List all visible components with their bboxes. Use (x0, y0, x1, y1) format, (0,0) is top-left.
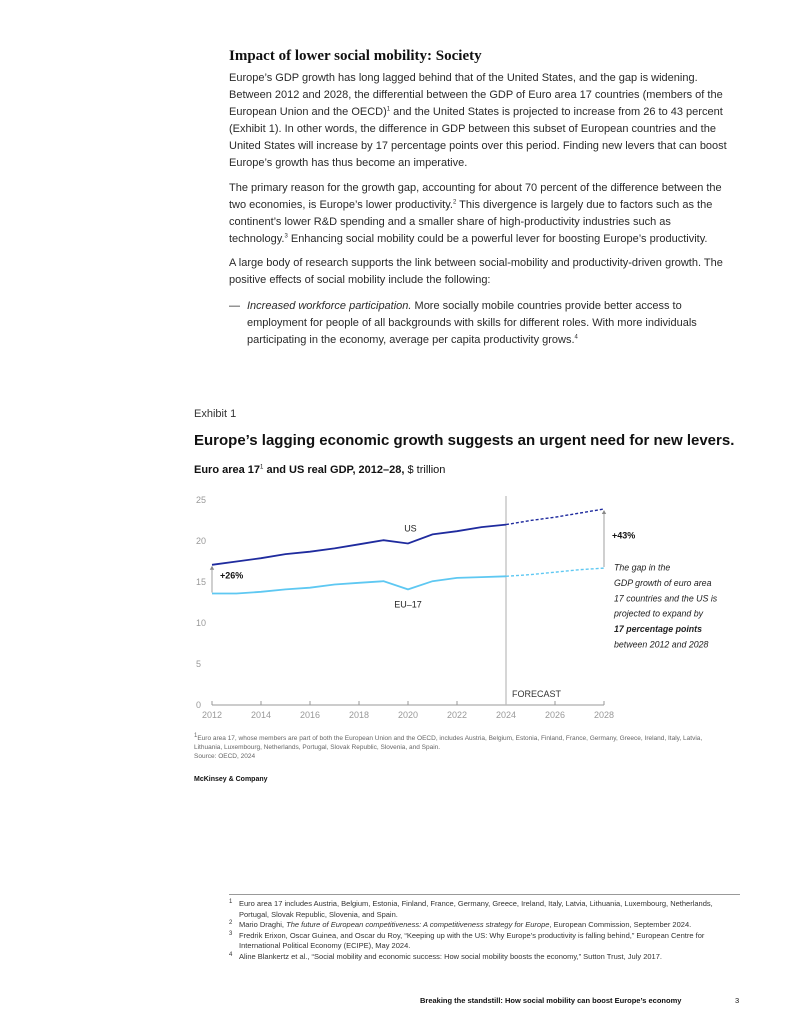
paragraph-1: Europe’s GDP growth has long lagged behind that of the United States, and the gap is widening. Between 2012 and 2028, the differential between the GDP of Euro area 17 countries (members of the European Union and the OECD)$^1$ and the United States is projected to increase from 26 to 43 percent (Exhibit 1). In other words, the difference in GDP between this subset of European countries and the United States will increase by 17 percentage points over this period. Finding new levers that can boost Europe’s growth has thus become an imperative. (229, 72, 727, 169)
chart-subtitle: Euro area $17^1$ and US real GDP, 2012–28, $ trillion (194, 464, 446, 476)
us-series-label: US (404, 523, 417, 534)
eu17-forecast-line (506, 568, 604, 576)
y-tick-label: 25 (196, 495, 207, 505)
section-title: Impact of lower social mobility: Society (229, 48, 482, 64)
gap-arrow-2028-head (602, 510, 606, 514)
exhibit-label: Exhibit 1 (194, 408, 237, 420)
eu17-series-line (212, 576, 506, 593)
x-tick-label: 2020 (397, 710, 419, 720)
gap-2012-label: +26% (220, 570, 244, 581)
x-tick-label: 2012 (201, 710, 223, 720)
x-tick-label: 2028 (593, 710, 615, 720)
page-number: 3 (735, 996, 740, 1005)
gap-2028-label: +43% (612, 530, 636, 541)
callout-line: projected to expand by (614, 608, 704, 619)
chart-source: Source: OECD, 2024 (194, 753, 256, 760)
paragraph-2: The primary reason for the growth gap, accounting for about 70 percent of the difference between the two economies, is Europe’s lower productivity.$^2$ This divergence is largely due to factors such as the continent’s lower R&D spending and a smaller share of high-productivity industries such as technology.$^3$ Enhancing social mobility could be a powerful lever for boosting Europe’s productivity. (229, 182, 722, 245)
footnote-ref-3[interactable]: 3 (284, 233, 288, 240)
footnote-ref-1[interactable]: 1 (386, 106, 391, 113)
y-tick-label: 5 (196, 659, 202, 669)
callout-line: between 2012 and 2028 (614, 639, 709, 650)
footnote-ref-4[interactable]: 4 (574, 334, 578, 341)
footer-title: Breaking the standstill: How social mobility can boost Europe’s economy (420, 996, 682, 1005)
bullet-dash: — (229, 300, 240, 312)
callout-line: 17 countries and the US is (614, 593, 718, 604)
callout-line: The gap in the (614, 562, 671, 573)
y-tick-label: 20 (196, 536, 207, 546)
bullet-item: — Increased workforce participation. More socially mobile countries provide better access to employment for people of all backgrounds with skills for different roles. With more individuals participating in the economy, average per capita productivity grows.$^4$ (229, 300, 697, 346)
eu17-series-label: EU–17 (394, 599, 422, 610)
footnote-divider (229, 894, 740, 895)
y-tick-label: 10 (196, 618, 207, 628)
callout-line: 17 percentage points (614, 624, 702, 635)
exhibit-title: Europe’s lagging economic growth suggests an urgent need for new levers. (194, 432, 735, 449)
paragraph-3: A large body of research supports the link between social-mobility and productivity-driven growth. The positive effects of social mobility include the following: (229, 257, 723, 286)
forecast-label: FORECAST (512, 689, 562, 699)
x-tick-label: 2026 (544, 710, 566, 720)
footnote-2: 2 Mario Draghi, The future of European competitiveness: A competitiveness strategy for Europe, European Commission, September 2024. (229, 920, 692, 929)
footnotes (229, 899, 729, 962)
bullet-lead: Increased workforce participation. (247, 300, 412, 312)
us-forecast-line (506, 509, 604, 525)
gap-arrow-2012-head (210, 566, 214, 570)
footnote-3: 3 Fredrik Erixon, Oscar Guinea, and Oscar du Roy, “Keeping up with the US: Why Europe’s productivity is falling behind,” European Centre for International Political Economy (ECIPE), May 2024. (229, 930, 705, 950)
x-tick-label: 2018 (348, 710, 370, 720)
x-tick-label: 2014 (250, 710, 272, 720)
y-tick-label: 15 (196, 577, 207, 587)
footnote-4: 4 Aline Blankertz et al., “Social mobility and economic success: How social mobility boosts the economy,” Sutton Trust, July 2017. (229, 951, 662, 961)
footnote-ref-2[interactable]: 2 (452, 199, 457, 206)
x-tick-label: 2024 (495, 710, 517, 720)
footnote-1: 1 Euro area 17 includes Austria, Belgium, Estonia, Finland, France, Germany, Greece, Ireland, Italy, Latvia, Lithuania, Luxembourg, Netherlands, Portugal, Slovak Republic, Slovenia, and Spain. (229, 899, 713, 919)
y-tick-label: 0 (196, 700, 202, 710)
x-tick-label: 2016 (299, 710, 321, 720)
gdp-line-chart (190, 488, 750, 733)
x-tick-label: 2022 (446, 710, 468, 720)
callout-line: GDP growth of euro area (614, 577, 712, 588)
us-series-line (212, 525, 506, 565)
brand-logo-text: McKinsey & Company (194, 776, 268, 783)
chart-notes: $^1$Euro area 17, whose members are part of both the European Union and the OECD, includes Austria, Belgium, Estonia, Finland, France, Germany, Greece, Ireland, Italy, Latvia, Lithuania, Luxembourg, Netherlands, Portugal, Slovak Republic, Slovenia, and Spain. Source: OECD, 2024 (194, 734, 714, 761)
